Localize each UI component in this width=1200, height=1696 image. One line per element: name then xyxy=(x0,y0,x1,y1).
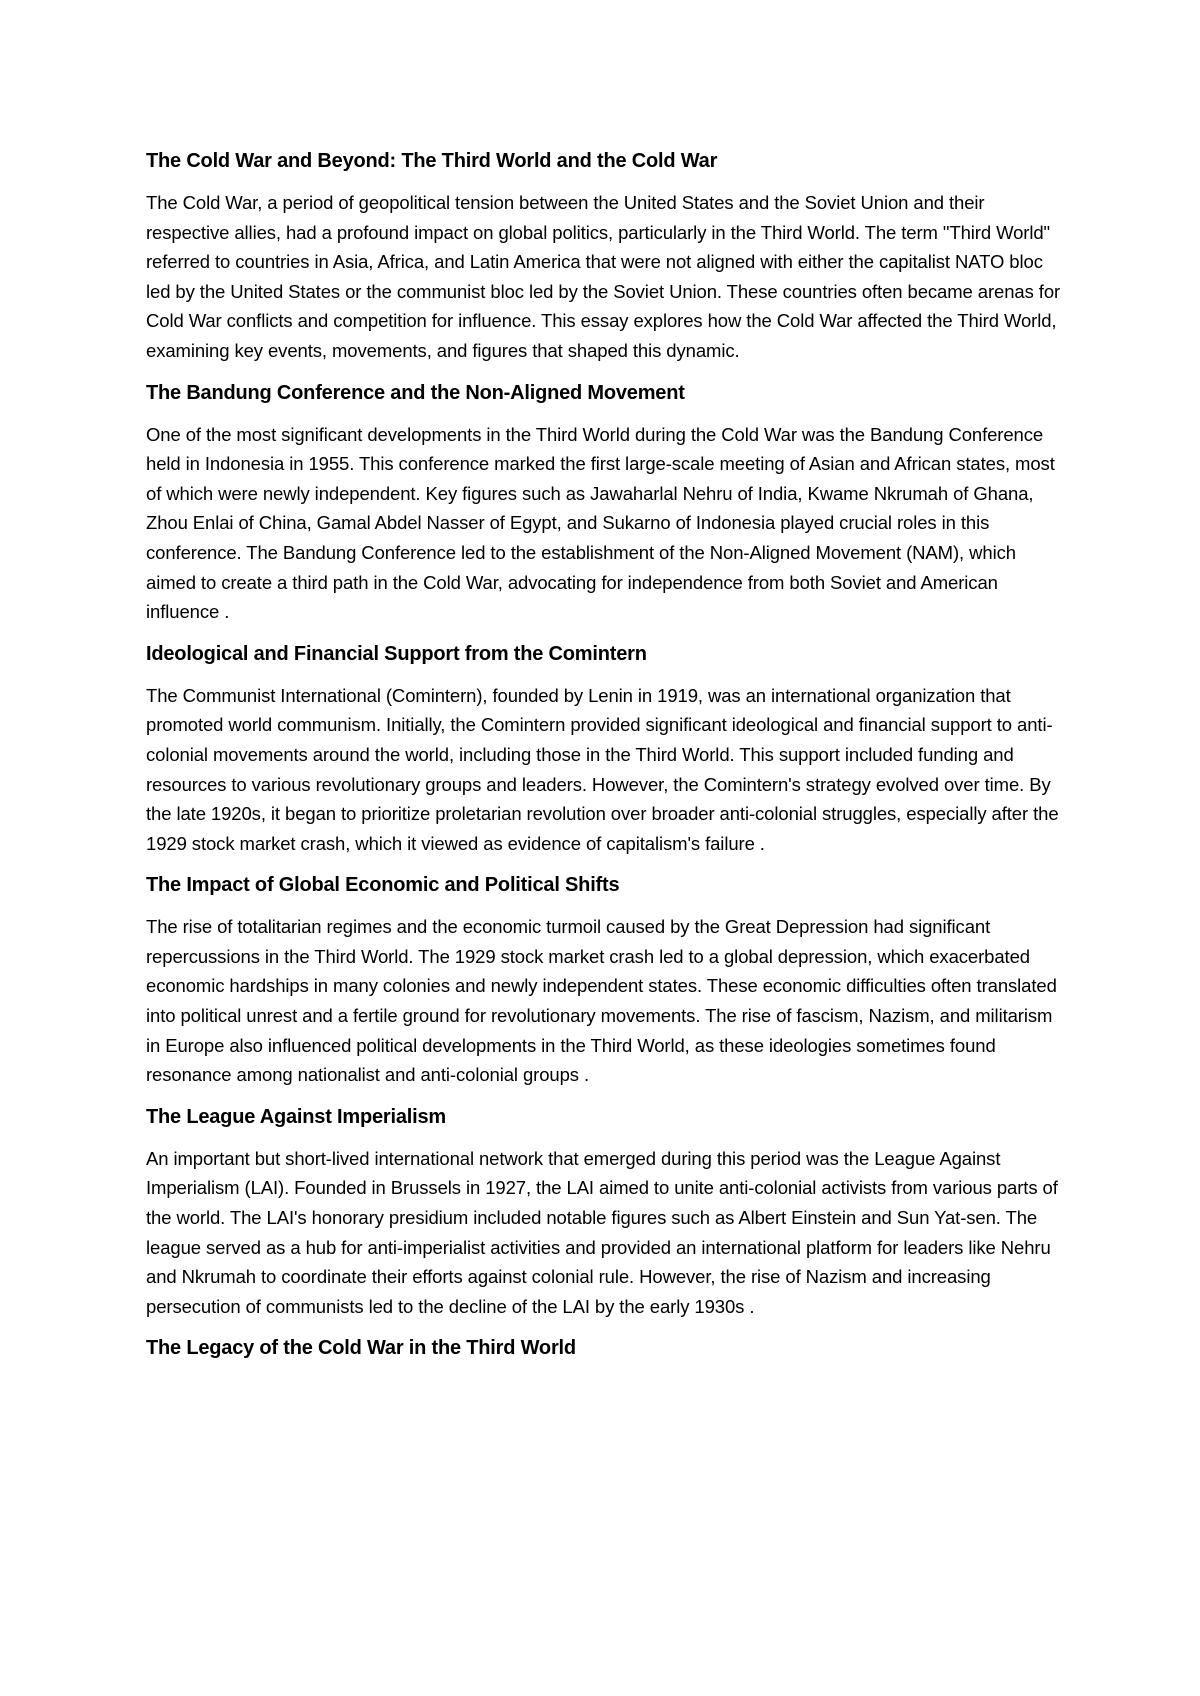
document-body xyxy=(146,146,1070,1375)
document-title: The Cold War and Beyond: The Third World and the Cold War xyxy=(146,150,718,172)
section-heading-league: The League Against Imperialism xyxy=(146,1105,447,1128)
section-heading-bandung: The Bandung Conference and the Non-Aligned Movement xyxy=(146,381,685,404)
intro-paragraph: The Cold War, a period of geopolitical tension between the United States and the Soviet Union and their respective allies, had a profound impact on global politics, particularly in the Third World. The term "Third World" referred to countries in Asia, Africa, and Latin America that were not aligned with either the capitalist NATO bloc led by the United States or the communist bloc led by the Soviet Union. These countries often became arenas for Cold War conflicts and competition for influence. This essay explores how the Cold War affected the Third World, examining key events, movements, and figures that shaped this dynamic. xyxy=(146,192,1061,361)
section-body-bandung: One of the most significant developments in the Third World during the Cold War was the Bandung Conference held in Indonesia in 1955. This conference marked the first large-scale meeting of Asian and African states, most of which were newly independent. Key figures such as Jawaharlal Nehru of India, Kwame Nkrumah of Ghana, Zhou Enlai of China, Gamal Abdel Nasser of Egypt, and Sukarno of Indonesia played crucial roles in this conference. The Bandung Conference led to the establishment of the Non-Aligned Movement (NAM), which aimed to create a third path in the Cold War, advocating for independence from both Soviet and American influence . xyxy=(146,423,1055,623)
section-heading-comintern: Ideological and Financial Support from the Comintern xyxy=(146,642,647,665)
section-body-comintern: The Communist International (Comintern), founded by Lenin in 1919, was an international organization that promoted world communism. Initially, the Comintern provided significant ideological and financial support to anti-colonial movements around the world, including those in the Third World. This support included funding and resources to various revolutionary groups and leaders. However, the Comintern's strategy evolved over time. By the late 1920s, it began to prioritize proletarian revolution over broader anti-colonial struggles, especially after the 1929 stock market crash, which it viewed as evidence of capitalism's failure . xyxy=(146,684,1059,854)
section-heading-legacy: The Legacy of the Cold War in the Third World xyxy=(146,1337,576,1360)
section-body-economic-shifts: The rise of totalitarian regimes and the economic turmoil caused by the Great Depression had significant repercussions in the Third World. The 1929 stock market crash led to a global depression, which exacerbated economic hardships in many colonies and newly independent states. These economic difficulties often translated into political unrest and a fertile ground for revolutionary movements. The rise of fascism, Nazism, and militarism in Europe also influenced political developments in the Third World, as these ideologies sometimes found resonance among nationalist and anti-colonial groups . xyxy=(146,916,1057,1086)
section-heading-economic-shifts: The Impact of Global Economic and Political Shifts xyxy=(146,874,620,897)
section-body-league: An important but short-lived international network that emerged during this period was the League Against Imperialism (LAI). Founded in Brussels in 1927, the LAI aimed to unite anti-colonial activists from various parts of the world. The LAI's honorary presidium included notable figures such as Albert Einstein and Sun Yat-sen. The league served as a hub for anti-imperialist activities and provided an international platform for leaders like Nehru and Nkrumah to coordinate their efforts against colonial rule. However, the rise of Nazism and increasing persecution of communists led to the decline of the LAI by the early 1930s . xyxy=(146,1147,1058,1317)
